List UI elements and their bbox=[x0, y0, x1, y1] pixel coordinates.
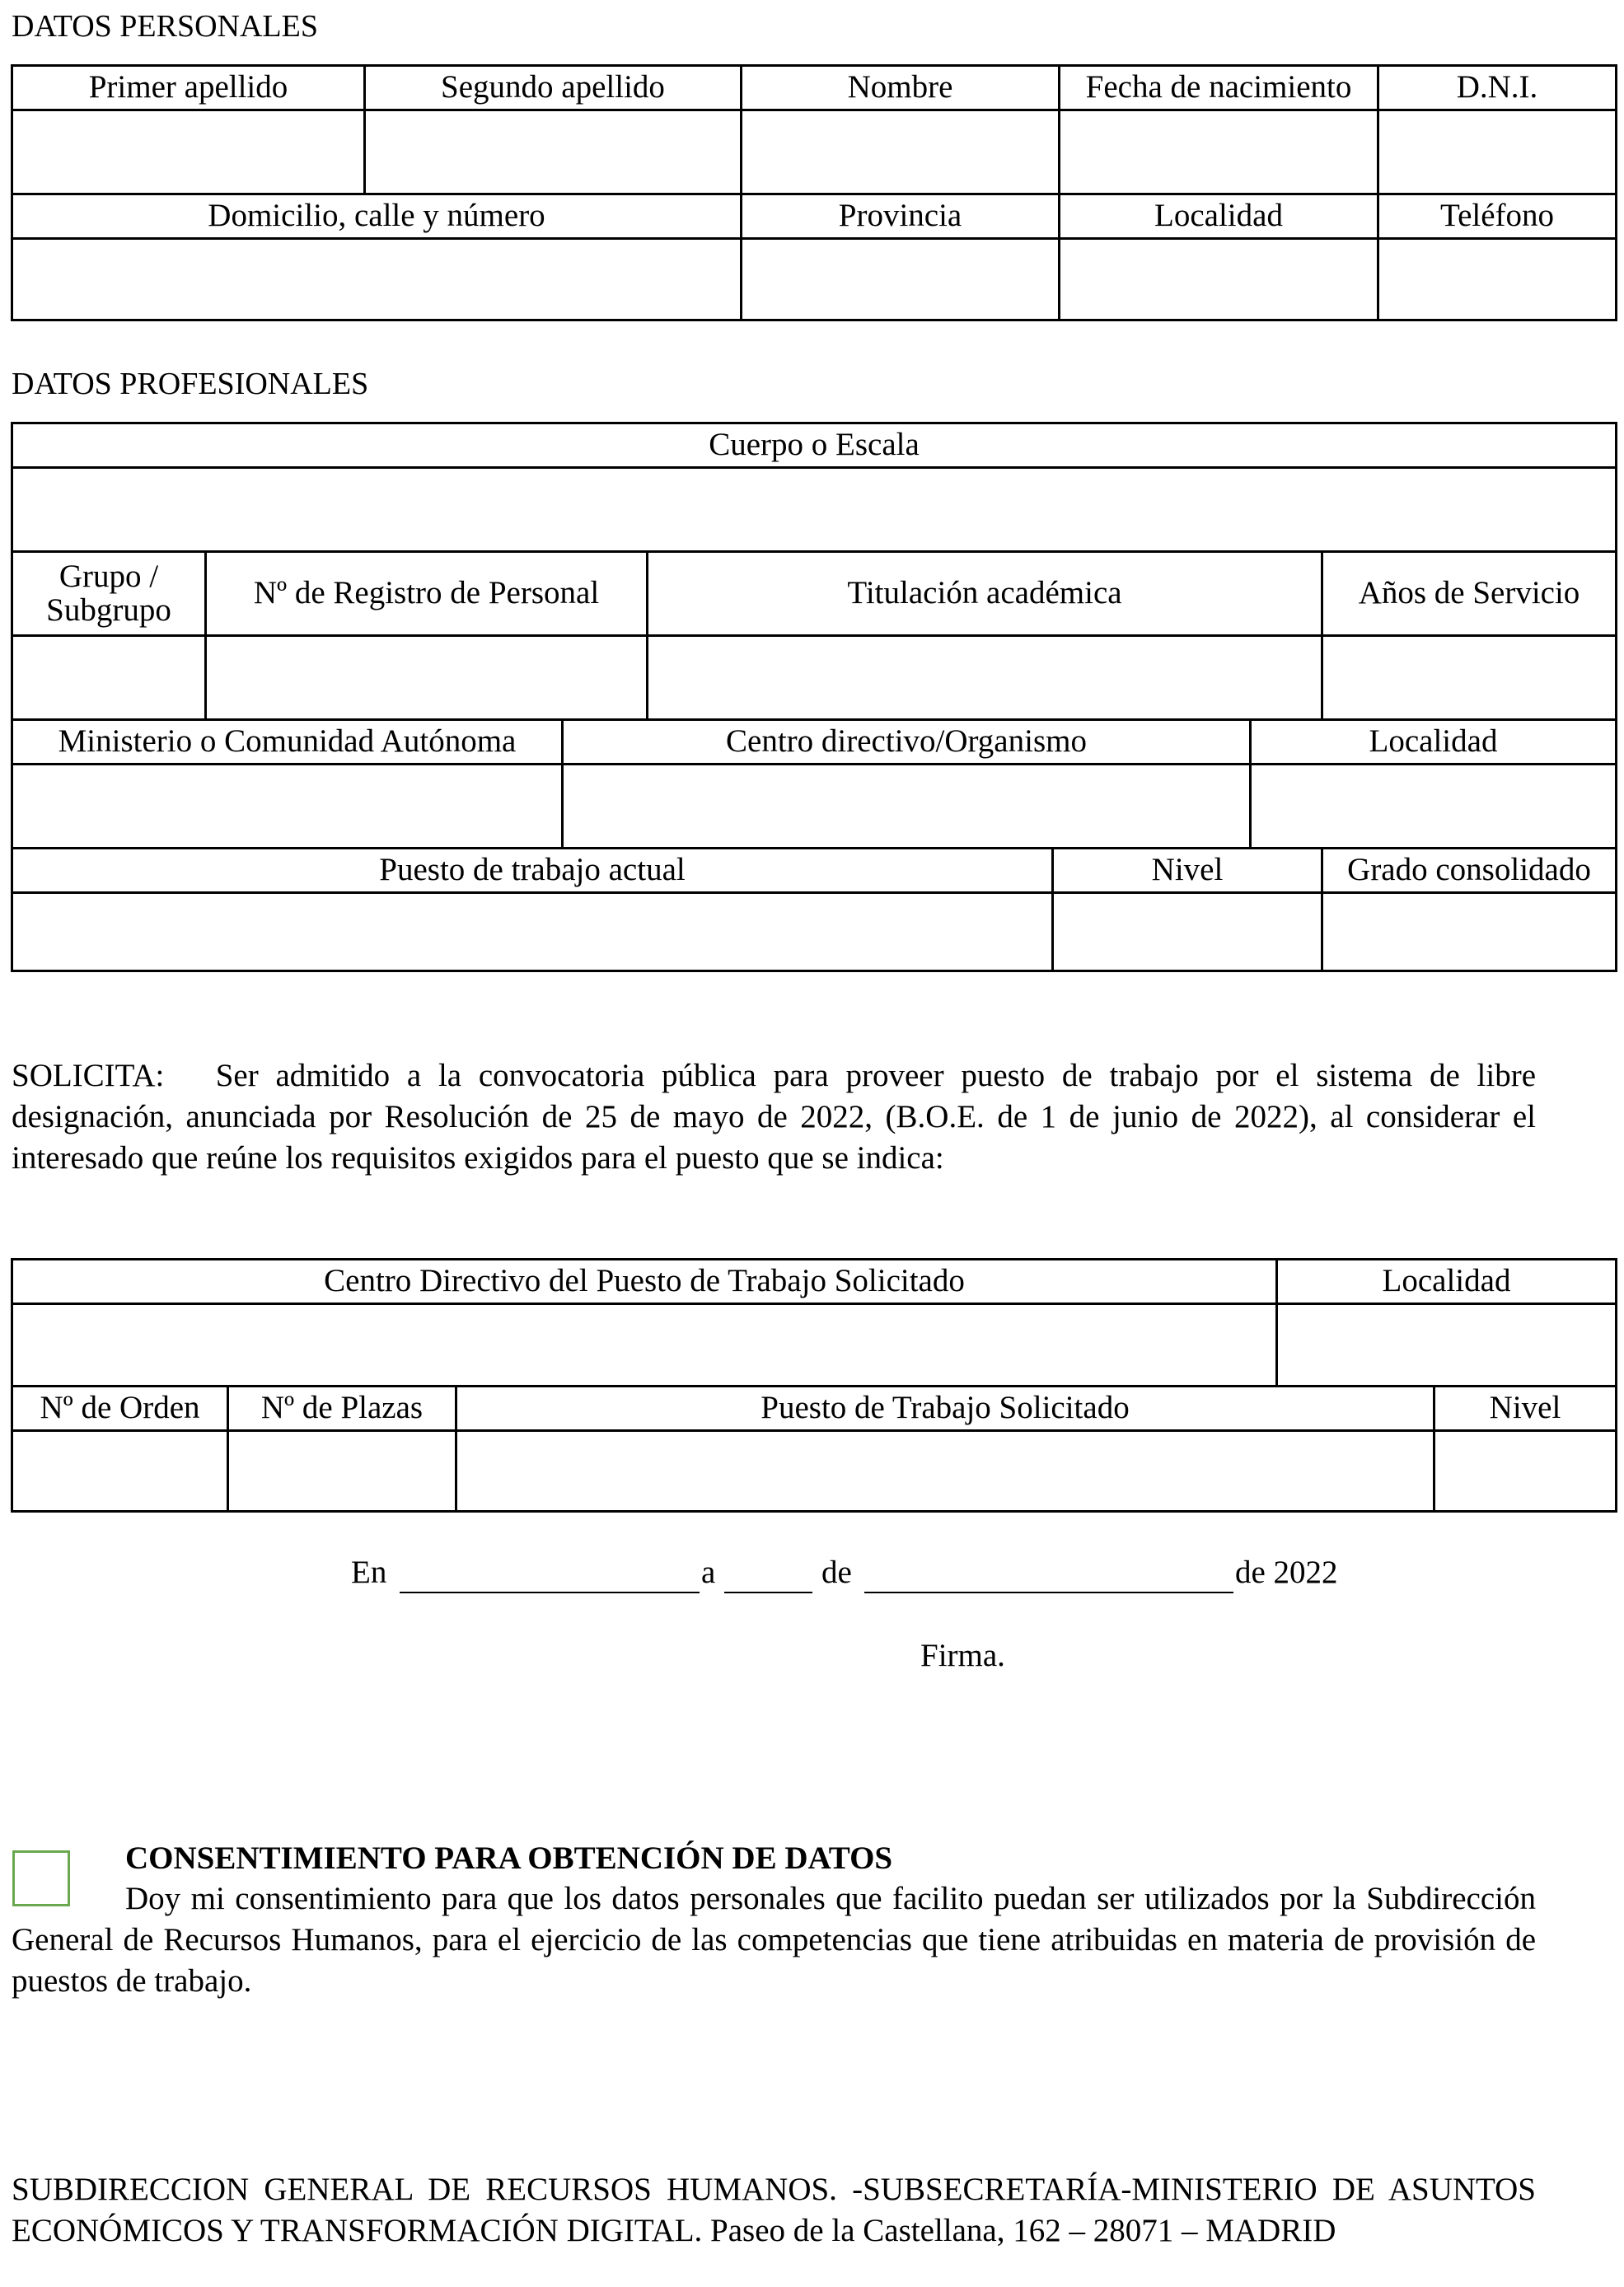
segundo-apellido-field[interactable] bbox=[366, 111, 742, 193]
requested-header-row-1 bbox=[13, 1260, 1615, 1305]
localidad-solicitada-field[interactable] bbox=[1278, 1305, 1615, 1385]
header-nivel-actual: Nivel bbox=[1054, 849, 1323, 891]
fecha-nacimiento-field[interactable] bbox=[1060, 111, 1379, 193]
grupo-subgrupo-field[interactable] bbox=[13, 637, 207, 718]
header-grupo-subgrupo: Grupo / Subgrupo bbox=[13, 553, 207, 634]
titulacion-field[interactable] bbox=[648, 637, 1323, 718]
puesto-header-row bbox=[13, 849, 1615, 894]
header-primer-apellido: Primer apellido bbox=[13, 67, 366, 109]
header-puesto-solicitado: Puesto de Trabajo Solicitado bbox=[457, 1387, 1435, 1429]
centro-directivo-field[interactable] bbox=[564, 765, 1252, 847]
header-telefono: Teléfono bbox=[1439, 198, 1555, 234]
header-grado-consolidado: Grado consolidado bbox=[1347, 852, 1591, 888]
date-place-line[interactable] bbox=[400, 1592, 700, 1593]
personal-data-table bbox=[11, 64, 1617, 321]
header-localidad-solicitada: Localidad bbox=[1382, 1263, 1511, 1299]
header-localidad: Localidad bbox=[1060, 195, 1379, 237]
date-month-line[interactable] bbox=[864, 1592, 1233, 1593]
firma-label: Firma. bbox=[920, 1638, 1005, 1673]
professional-data-table bbox=[11, 422, 1617, 972]
numero-orden-field[interactable] bbox=[13, 1432, 229, 1510]
nombre-field[interactable] bbox=[742, 111, 1060, 193]
telefono-field[interactable] bbox=[1379, 240, 1615, 319]
header-centro-directivo: Centro directivo/Organismo bbox=[564, 721, 1252, 763]
header-segundo-apellido: Segundo apellido bbox=[366, 67, 742, 109]
header-domicilio: Domicilio, calle y número bbox=[13, 195, 742, 237]
registro-personal-field[interactable] bbox=[207, 637, 648, 718]
nivel-actual-field[interactable] bbox=[1054, 894, 1323, 970]
anios-servicio-field[interactable] bbox=[1323, 637, 1615, 718]
header-dni: D.N.I. bbox=[1456, 69, 1538, 105]
domicilio-field[interactable] bbox=[13, 240, 742, 319]
personal-input-row-1 bbox=[13, 111, 1615, 195]
cuerpo-header-row bbox=[13, 424, 1615, 469]
header-titulacion: Titulación académica bbox=[648, 553, 1323, 634]
header-provincia: Provincia bbox=[742, 195, 1060, 237]
header-anios-servicio: Años de Servicio bbox=[1358, 575, 1580, 611]
localidad-field[interactable] bbox=[1060, 240, 1379, 319]
grupo-input-row bbox=[13, 637, 1615, 721]
primer-apellido-field[interactable] bbox=[13, 111, 366, 193]
header-localidad-prof: Localidad bbox=[1369, 723, 1498, 760]
section-title-personal: DATOS PERSONALES bbox=[12, 9, 318, 44]
header-registro-personal: Nº de Registro de Personal bbox=[207, 553, 648, 634]
consent-text: Doy mi consentimiento para que los datos personales que facilito puedan ser utilizados por la Subdirección General de Recursos Humanos, para el ejercicio de las competencias que tiene atribuidas en materia de provisión de puestos de trabajo. bbox=[12, 1881, 1536, 1999]
header-nombre: Nombre bbox=[742, 67, 1060, 109]
personal-input-row-2 bbox=[13, 240, 1615, 319]
date-de-label: de bbox=[821, 1555, 852, 1590]
grupo-header-row bbox=[13, 553, 1615, 637]
solicita-paragraph bbox=[12, 1055, 1536, 1179]
header-numero-plazas: Nº de Plazas bbox=[229, 1387, 457, 1429]
footer-address: SUBDIRECCION GENERAL DE RECURSOS HUMANOS. -SUBSECRETARÍA-MINISTERIO DE ASUNTOS ECONÓMICOS Y TRANSFORMACIÓN DIGITAL. Paseo de la Castellana, 162 – 28071 – MADRID bbox=[12, 2172, 1536, 2248]
consent-title: CONSENTIMIENTO PARA OBTENCIÓN DE DATOS bbox=[125, 1840, 893, 1876]
numero-plazas-field[interactable] bbox=[229, 1432, 457, 1510]
solicita-label: SOLICITA: bbox=[12, 1058, 165, 1093]
dni-field[interactable] bbox=[1379, 111, 1615, 193]
nivel-solicitado-field[interactable] bbox=[1435, 1432, 1615, 1510]
grado-consolidado-field[interactable] bbox=[1323, 894, 1615, 970]
ministerio-input-row bbox=[13, 765, 1615, 849]
requested-position-table bbox=[11, 1258, 1617, 1513]
requested-input-row-1 bbox=[13, 1305, 1615, 1387]
ministerio-field[interactable] bbox=[13, 765, 564, 847]
header-nivel-solicitado: Nivel bbox=[1489, 1390, 1561, 1426]
centro-solicitado-field[interactable] bbox=[13, 1305, 1278, 1385]
requested-input-row-2 bbox=[13, 1432, 1615, 1510]
solicita-text: Ser admitido a la convocatoria pública para proveer puesto de trabajo por el sistema de libre designación, anunciada por Resolución de 25 de mayo de 2022, (B.O.E. de 1 de junio de 2022), al considerar el interesado que reúne los requisitos exigidos para el puesto que se indica: bbox=[12, 1058, 1537, 1176]
cuerpo-escala-field[interactable] bbox=[13, 469, 1615, 550]
puesto-actual-field[interactable] bbox=[13, 894, 1054, 970]
cuerpo-input-row bbox=[13, 469, 1615, 553]
puesto-solicitado-field[interactable] bbox=[457, 1432, 1435, 1510]
personal-header-row-1 bbox=[13, 67, 1615, 111]
date-year-label: de 2022 bbox=[1235, 1555, 1338, 1590]
localidad-prof-field[interactable] bbox=[1252, 765, 1615, 847]
header-ministerio: Ministerio o Comunidad Autónoma bbox=[13, 721, 564, 763]
header-centro-solicitado: Centro Directivo del Puesto de Trabajo Solicitado bbox=[13, 1260, 1278, 1303]
ministerio-header-row bbox=[13, 721, 1615, 765]
requested-header-row-2 bbox=[13, 1387, 1615, 1432]
header-puesto-actual: Puesto de trabajo actual bbox=[13, 849, 1054, 891]
section-title-professional: DATOS PROFESIONALES bbox=[12, 367, 369, 401]
header-cuerpo-escala: Cuerpo o Escala bbox=[709, 427, 920, 463]
personal-header-row-2 bbox=[13, 195, 1615, 240]
puesto-input-row bbox=[13, 894, 1615, 970]
header-numero-orden: Nº de Orden bbox=[13, 1387, 229, 1429]
date-en-label: En bbox=[351, 1555, 387, 1590]
date-a-label: a bbox=[701, 1555, 716, 1590]
provincia-field[interactable] bbox=[742, 240, 1060, 319]
date-day-line[interactable] bbox=[724, 1592, 812, 1593]
header-fecha-nacimiento: Fecha de nacimiento bbox=[1060, 67, 1379, 109]
